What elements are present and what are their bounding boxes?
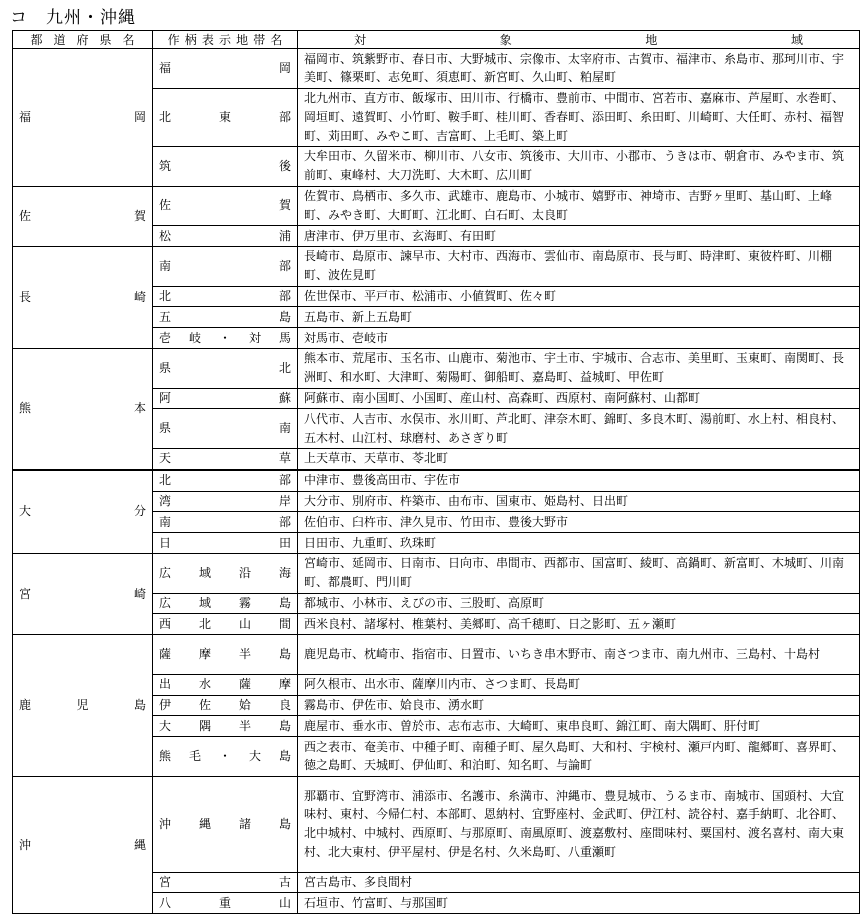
- zone-name-char: 北: [159, 289, 172, 304]
- zone-name-char: 北: [159, 109, 172, 124]
- zone-name-char: ・: [218, 330, 231, 345]
- table-row: [13, 186, 860, 226]
- zone-name-char: 馬: [278, 330, 291, 345]
- zone-name-char: 出: [159, 677, 172, 692]
- zone-name-char: 壱: [159, 330, 172, 345]
- zone-name-char: 毛: [188, 748, 201, 763]
- prefecture-name-char: 岡: [133, 109, 146, 124]
- prefecture-cell: [13, 553, 153, 634]
- zone-name-char: 天: [159, 451, 172, 466]
- target-areas-cell: 鹿児島市、枕崎市、指宿市、日置市、いちき串木野市、南さつま市、南九州市、三島村、十島村: [298, 635, 860, 675]
- zone-name-char: 島: [278, 816, 291, 831]
- zone-name-cell: [153, 286, 298, 307]
- header-area: [298, 31, 860, 49]
- target-areas-cell: 日田市、九重町、玖珠町: [298, 533, 860, 554]
- zone-name-char: 半: [238, 718, 251, 733]
- zone-name-cell: [153, 491, 298, 512]
- zone-name-char: 賀: [278, 198, 291, 213]
- prefecture-cell: [13, 635, 153, 777]
- zone-name-char: 筑: [159, 158, 172, 173]
- prefecture-cell: [13, 348, 153, 469]
- table-row: [13, 635, 860, 675]
- zone-name-cell: [153, 470, 298, 491]
- table-row: [13, 470, 860, 491]
- zone-name-char: 県: [159, 421, 172, 436]
- zone-name-char: 部: [278, 258, 291, 273]
- prefecture-name-char: 縄: [133, 837, 146, 852]
- zone-name-char: 薩: [238, 677, 251, 692]
- table-header-row: [13, 31, 860, 49]
- region-table: [12, 30, 860, 914]
- zone-name-char: 縄: [198, 816, 211, 831]
- zone-name-char: 東: [218, 109, 231, 124]
- zone-name-char: 水: [198, 677, 211, 692]
- prefecture-cell: [13, 776, 153, 914]
- zone-name-char: 大: [248, 748, 261, 763]
- zone-name-char: 南: [159, 258, 172, 273]
- zone-name-cell: [153, 328, 298, 349]
- zone-name-char: 岡: [278, 60, 291, 75]
- zone-name-cell: [153, 635, 298, 675]
- zone-name-char: 部: [278, 289, 291, 304]
- prefecture-cell: [13, 186, 153, 246]
- target-areas-cell: 中津市、豊後高田市、宇佐市: [298, 470, 860, 491]
- zone-name-cell: [153, 307, 298, 328]
- target-areas-cell: 宮古島市、多良間村: [298, 872, 860, 893]
- zone-name-char: 田: [278, 535, 291, 550]
- header-char: 県: [99, 32, 112, 47]
- zone-name-char: 松: [159, 228, 172, 243]
- zone-name-cell: [153, 186, 298, 226]
- zone-name-cell: [153, 512, 298, 533]
- zone-name-char: 沿: [238, 565, 251, 580]
- target-areas-cell: 石垣市、竹富町、与那国町: [298, 893, 860, 914]
- zone-name-char: 伊: [159, 698, 172, 712]
- prefecture-name-char: 賀: [133, 208, 146, 223]
- prefecture-name-char: 島: [133, 698, 146, 712]
- zone-name-cell: [153, 388, 298, 409]
- target-areas-cell: 北九州市、直方市、飯塚市、田川市、行橋市、豊前市、中間市、宮若市、嘉麻市、芦屋町、水巻町、岡垣町、遠賀町、小竹町、鞍手町、桂川町、香春町、添田町、糸田町、川崎町、大任町、赤村、福智町、苅田町、みやこ町、吉富町、上毛町、築上町: [298, 88, 860, 146]
- zone-name-char: 熊: [159, 748, 172, 763]
- zone-name-char: 日: [159, 535, 172, 550]
- prefecture-name-char: 熊: [19, 401, 32, 416]
- zone-name-char: 浦: [278, 228, 291, 243]
- prefecture-name-char: 沖: [19, 837, 32, 852]
- table-row: [13, 246, 860, 286]
- header-char: 表: [201, 32, 214, 47]
- header-char: 象: [499, 32, 512, 47]
- zone-name-cell: [153, 409, 298, 449]
- zone-name-cell: [153, 49, 298, 89]
- zone-name-char: 部: [278, 514, 291, 529]
- zone-name-char: 沖: [159, 816, 172, 831]
- zone-name-char: 姶: [238, 698, 251, 712]
- zone-name-char: 島: [278, 718, 291, 733]
- target-areas-cell: 対馬市、壱岐市: [298, 328, 860, 349]
- zone-name-char: 島: [278, 309, 291, 324]
- header-char: 域: [790, 32, 803, 47]
- prefecture-cell: [13, 470, 153, 554]
- prefecture-name-char: 長: [19, 290, 32, 305]
- zone-name-char: 島: [278, 596, 291, 611]
- zone-name-char: 霧: [238, 596, 251, 611]
- zone-name-cell: [153, 448, 298, 469]
- target-areas-cell: 佐賀市、鳥栖市、多久市、武雄市、鹿島市、小城市、嬉野市、神埼市、吉野ヶ里町、基山町、上峰町、みやき町、大町町、江北町、白石町、太良町: [298, 186, 860, 226]
- zone-name-char: 摩: [198, 647, 211, 661]
- zone-name-char: 半: [238, 647, 251, 661]
- zone-name-char: 五: [159, 309, 172, 324]
- target-areas-cell: 都城市、小林市、えびの市、三股町、高原町: [298, 593, 860, 614]
- header-char: 名: [270, 32, 283, 47]
- zone-name-char: 後: [278, 158, 291, 173]
- header-char: 都: [30, 32, 43, 47]
- zone-name-char: 対: [248, 330, 261, 345]
- zone-name-char: 西: [159, 616, 172, 631]
- target-areas-cell: 上天草市、天草市、苓北町: [298, 448, 860, 469]
- target-areas-cell: 阿蘇市、南小国町、小国町、産山村、高森町、西原村、南阿蘇村、山都町: [298, 388, 860, 409]
- zone-name-char: 部: [278, 109, 291, 124]
- target-areas-cell: 五島市、新上五島町: [298, 307, 860, 328]
- target-areas-cell: 霧島市、伊佐市、姶良市、湧水町: [298, 695, 860, 716]
- table-row: [13, 553, 860, 593]
- page-title: コ 九州・沖縄: [10, 8, 136, 28]
- target-areas-cell: 大牟田市、久留米市、柳川市、八女市、筑後市、大川市、小郡市、うきは市、朝倉市、みやま市、筑前町、東峰村、大刀洗町、大木町、広川町: [298, 146, 860, 186]
- target-areas-cell: 阿久根市、出水市、薩摩川内市、さつま町、長島町: [298, 674, 860, 695]
- zone-name-char: 島: [278, 647, 291, 661]
- prefecture-name-char: 崎: [133, 290, 146, 305]
- table-row: [13, 776, 860, 872]
- table-row: [13, 348, 860, 388]
- zone-name-char: 山: [278, 895, 291, 910]
- zone-name-char: 佐: [198, 698, 211, 712]
- zone-name-char: 北: [198, 616, 211, 631]
- zone-name-char: 摩: [278, 677, 291, 692]
- zone-name-char: 岸: [278, 494, 291, 509]
- zone-name-cell: [153, 893, 298, 914]
- zone-name-char: 広: [159, 565, 172, 580]
- zone-name-char: 宮: [159, 875, 172, 890]
- zone-name-cell: [153, 553, 298, 593]
- target-areas-cell: 佐世保市、平戸市、松浦市、小値賀町、佐々町: [298, 286, 860, 307]
- zone-name-cell: [153, 716, 298, 737]
- header-char: 地: [236, 32, 249, 47]
- zone-name-cell: [153, 226, 298, 247]
- target-areas-cell: 西米良村、諸塚村、椎葉村、美郷町、高千穂町、日之影町、五ヶ瀬町: [298, 614, 860, 635]
- zone-name-char: 域: [198, 565, 211, 580]
- zone-name-char: 薩: [159, 647, 172, 661]
- zone-name-char: 広: [159, 596, 172, 611]
- zone-name-char: 阿: [159, 391, 172, 406]
- zone-name-char: 山: [238, 616, 251, 631]
- target-areas-cell: 長崎市、島原市、諫早市、大村市、西海市、雲仙市、南島原市、長与町、時津町、東彼杵町、川棚町、波佐見町: [298, 246, 860, 286]
- zone-name-char: 重: [218, 895, 231, 910]
- prefecture-name-char: 福: [19, 109, 32, 124]
- header-char: 道: [53, 32, 66, 47]
- prefecture-name-char: 児: [76, 698, 89, 712]
- zone-name-char: 岐: [188, 330, 201, 345]
- prefecture-name-char: 宮: [19, 586, 32, 601]
- header-zone: [153, 31, 298, 49]
- zone-name-char: 佐: [159, 198, 172, 213]
- zone-name-char: 八: [159, 895, 172, 910]
- zone-name-cell: [153, 872, 298, 893]
- prefecture-name-char: 本: [133, 401, 146, 416]
- zone-name-char: 諸: [238, 816, 251, 831]
- zone-name-cell: [153, 737, 298, 777]
- zone-name-cell: [153, 776, 298, 872]
- prefecture-name-char: 佐: [19, 208, 32, 223]
- header-char: 府: [76, 32, 89, 47]
- zone-name-cell: [153, 348, 298, 388]
- zone-name-cell: [153, 614, 298, 635]
- target-areas-cell: 福岡市、筑紫野市、春日市、大野城市、宗像市、太宰府市、古賀市、福津市、糸島市、那珂川市、宇美町、篠栗町、志免町、須恵町、新宮町、久山町、粕屋町: [298, 49, 860, 89]
- zone-name-char: 隅: [198, 718, 211, 733]
- zone-name-cell: [153, 88, 298, 146]
- header-char: 作: [167, 32, 180, 47]
- header-char: 地: [645, 32, 658, 47]
- header-char: 示: [218, 32, 231, 47]
- prefecture-cell: [13, 49, 153, 187]
- zone-name-cell: [153, 674, 298, 695]
- zone-name-cell: [153, 533, 298, 554]
- prefecture-cell: [13, 246, 153, 348]
- prefecture-name-char: 崎: [133, 586, 146, 601]
- target-areas-cell: 那覇市、宜野湾市、浦添市、名護市、糸満市、沖縄市、豊見城市、うるま市、南城市、国頭村、大宜味村、東村、今帰仁村、本部町、恩納村、宜野座村、金武町、伊江村、読谷村、嘉手納町、北谷町、北中城村、中城村、西原町、与那原町、南風原町、渡嘉敷村、座間味村、粟国村、渡名喜村、南大東村、北大東村、伊平屋村、伊是名村、久米島町、八重瀬町: [298, 776, 860, 872]
- target-areas-cell: 西之表市、奄美市、中種子町、南種子町、屋久島町、大和村、宇検村、瀬戸内町、龍郷町、喜界町、徳之島町、天城町、伊仙町、和泊町、知名町、与論町: [298, 737, 860, 777]
- zone-name-char: 南: [278, 421, 291, 436]
- zone-name-char: 北: [278, 360, 291, 375]
- zone-name-char: 良: [278, 698, 291, 712]
- target-areas-cell: 八代市、人吉市、水俣市、氷川町、芦北町、津奈木町、錦町、多良木町、湯前町、水上村、相良村、五木村、山江村、球磨村、あさぎり町: [298, 409, 860, 449]
- target-areas-cell: 唐津市、伊万里市、玄海町、有田町: [298, 226, 860, 247]
- zone-name-char: 島: [278, 748, 291, 763]
- target-areas-cell: 熊本市、荒尾市、玉名市、山鹿市、菊池市、宇土市、宇城市、合志市、美里町、玉東町、南関町、長洲町、和水町、大津町、菊陽町、御船町、嘉島町、益城町、甲佐町: [298, 348, 860, 388]
- zone-name-char: 湾: [159, 494, 172, 509]
- prefecture-name-char: 大: [19, 504, 32, 519]
- zone-name-cell: [153, 695, 298, 716]
- prefecture-name-char: 鹿: [19, 698, 32, 712]
- zone-name-cell: [153, 246, 298, 286]
- zone-name-char: 海: [278, 565, 291, 580]
- prefecture-name-char: 分: [133, 504, 146, 519]
- zone-name-char: 部: [278, 473, 291, 488]
- zone-name-char: 福: [159, 60, 172, 75]
- zone-name-char: 間: [278, 616, 291, 631]
- zone-name-char: 古: [278, 875, 291, 890]
- zone-name-char: ・: [218, 748, 231, 763]
- header-char: 柄: [184, 32, 197, 47]
- zone-name-char: 草: [278, 451, 291, 466]
- zone-name-cell: [153, 593, 298, 614]
- zone-name-char: 北: [159, 473, 172, 488]
- zone-name-char: 域: [198, 596, 211, 611]
- zone-name-char: 県: [159, 360, 172, 375]
- target-areas-cell: 鹿屋市、垂水市、曽於市、志布志市、大崎町、東串良町、錦江町、南大隅町、肝付町: [298, 716, 860, 737]
- header-char: 名: [122, 32, 135, 47]
- target-areas-cell: 佐伯市、臼杵市、津久見市、竹田市、豊後大野市: [298, 512, 860, 533]
- header-char: 帯: [253, 32, 266, 47]
- table-row: [13, 49, 860, 89]
- zone-name-cell: [153, 146, 298, 186]
- target-areas-cell: 大分市、別府市、杵築市、由布市、国東市、姫島村、日出町: [298, 491, 860, 512]
- header-prefecture: [13, 31, 153, 49]
- zone-name-char: 蘇: [278, 391, 291, 406]
- header-char: 対: [354, 32, 367, 47]
- zone-name-char: 大: [159, 718, 172, 733]
- target-areas-cell: 宮崎市、延岡市、日南市、日向市、串間市、西都市、国富町、綾町、高鍋町、新富町、木城町、川南町、都農町、門川町: [298, 553, 860, 593]
- zone-name-char: 南: [159, 514, 172, 529]
